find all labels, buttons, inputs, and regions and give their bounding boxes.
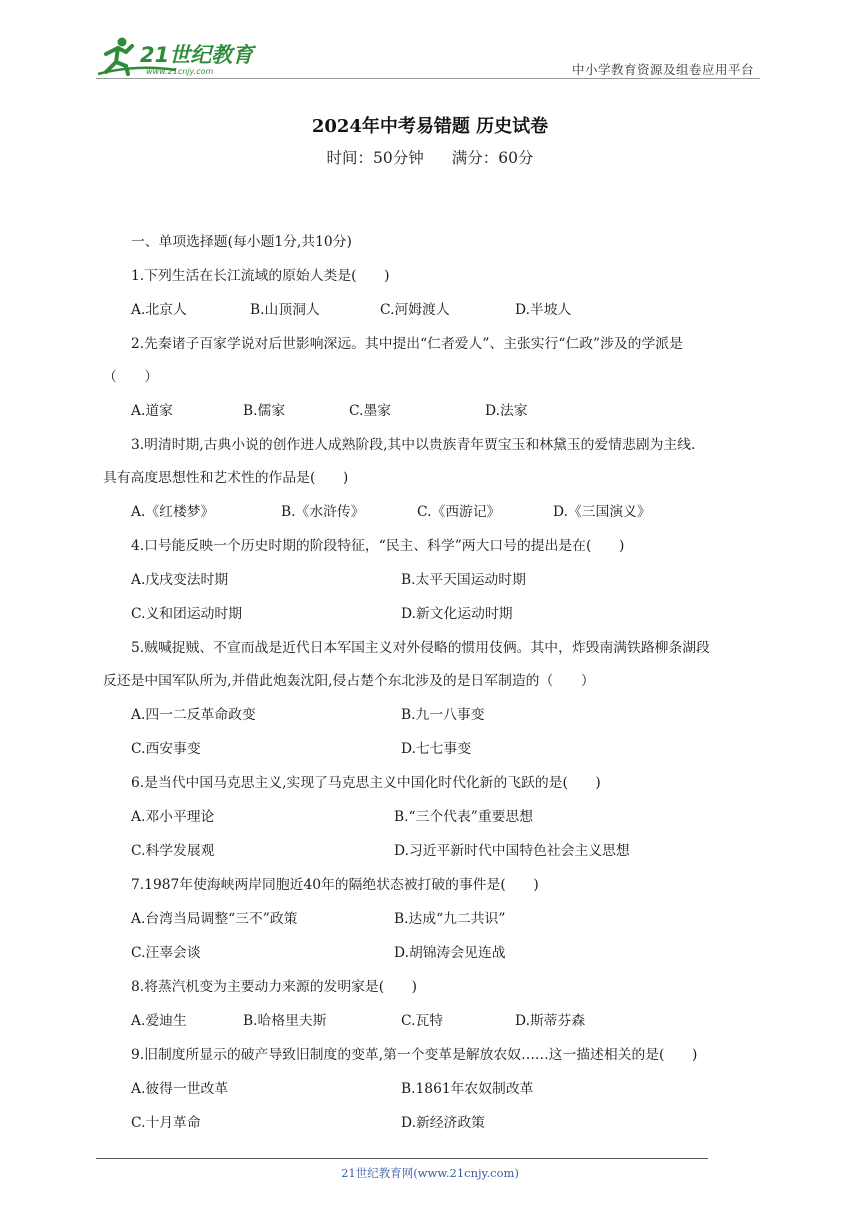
- question-stem: 反还是中国军队所为,并借此炮轰沈阳,侵占楚个东北涉及的是日军制造的（ ）: [103, 673, 595, 689]
- option: D.胡锦涛会见连战: [394, 945, 506, 961]
- svg-text:21世纪教育: 21世纪教育: [140, 43, 254, 67]
- question-stem: 8.将蒸汽机变为主要动力来源的发明家是( ): [131, 979, 418, 995]
- option: A.戊戌变法时期: [131, 572, 229, 588]
- option: C.义和团运动时期: [131, 606, 243, 622]
- exam-subtitle: [0, 146, 860, 168]
- question-stem: 6.是当代中国马克思主义,实现了马克思主义中国化时代化新的飞跃的是( ): [131, 775, 601, 791]
- option: B.儒家: [243, 403, 286, 419]
- option: D.半坡人: [515, 302, 572, 318]
- header-divider: [96, 78, 760, 79]
- question-stem: 2.先秦诸子百家学说对后世影响深远。其中提出“仁者爱人”、主张实行“仁政”涉及的学派是: [131, 336, 683, 352]
- option: C.《西游记》: [417, 504, 501, 520]
- option: B.哈格里夫斯: [243, 1013, 327, 1029]
- option: D.新文化运动时期: [401, 606, 513, 622]
- option: B.山顶洞人: [250, 302, 320, 318]
- footer-divider: [96, 1158, 708, 1159]
- option: C.汪辜会谈: [131, 945, 201, 961]
- option: C.西安事变: [131, 741, 201, 757]
- option: C.河姆渡人: [380, 302, 450, 318]
- option: D.《三国演义》: [553, 504, 651, 520]
- option: A.四一二反革命政变: [131, 707, 256, 723]
- option: C.十月革命: [131, 1115, 201, 1131]
- question-stem: 7.1987年使海峡两岸同胞近40年的隔绝状态被打破的事件是( ): [131, 877, 539, 893]
- option: D.新经济政策: [401, 1115, 485, 1131]
- option: A.邓小平理论: [131, 809, 215, 825]
- section-heading: 一、单项选择题(每小题1分,共10分): [131, 234, 352, 250]
- question-stem: 具有高度思想性和艺术性的作品是( ): [103, 470, 349, 486]
- option: A.彼得一世改革: [131, 1081, 229, 1097]
- exam-score: 满分：60分: [451, 149, 534, 167]
- option: B.“三个代表”重要思想: [394, 809, 534, 825]
- option: D.法家: [485, 403, 528, 419]
- option: B.《水浒传》: [281, 504, 365, 520]
- question-stem: 9.旧制度所显示的破产导致旧制度的变革,第一个变革是解放农奴……这一描述相关的是( ): [131, 1047, 698, 1063]
- option: D.习近平新时代中国特色社会主义思想: [394, 843, 630, 859]
- exam-title: 2024年中考易错题 历史试卷: [311, 116, 549, 137]
- platform-name: 中小学教育资源及组卷应用平台: [571, 62, 754, 77]
- question-stem: 4.口号能反映一个历史时期的阶段特征，“民主、科学”两大口号的提出是在( ): [131, 538, 625, 554]
- option: C.墨家: [349, 403, 392, 419]
- option: B.九一八事变: [401, 707, 485, 723]
- option: A.《红楼梦》: [131, 504, 215, 520]
- question-stem: 5.贼喊捉贼、不宣而战是近代日本军国主义对外侵略的惯用伎俩。其中，炸毁南满铁路柳条湖段: [131, 640, 710, 656]
- exam-time: 时间：50分钟: [326, 149, 424, 167]
- option: D.斯蒂芬森: [515, 1013, 586, 1029]
- page-header: [96, 34, 760, 80]
- option: C.瓦特: [401, 1013, 444, 1029]
- question-stem: 3.明清时期,古典小说的创作进人成熟阶段,其中以贵族青年贾宝玉和林黛玉的爱情悲剧为主线.: [131, 437, 696, 453]
- option: A.道家: [131, 403, 173, 419]
- option: A.爱迪生: [131, 1013, 187, 1029]
- question-stem: （ ）: [103, 369, 159, 385]
- option: B.太平天国运动时期: [401, 572, 526, 588]
- option: A.北京人: [131, 302, 187, 318]
- option: B.达成“九二共识”: [394, 911, 506, 927]
- footer-text: 21世纪教育网(www.21cnjy.com): [341, 1166, 519, 1180]
- option: D.七七事变: [401, 741, 472, 757]
- option: C.科学发展观: [131, 843, 215, 859]
- option: B.1861年农奴制改革: [401, 1081, 534, 1097]
- question-stem: 1.下列生活在长江流域的原始人类是( ): [131, 268, 390, 284]
- logo-runner-icon: [96, 34, 266, 78]
- logo: [96, 34, 266, 78]
- svg-text:www.21cnjy.com: www.21cnjy.com: [146, 67, 214, 76]
- option: A.台湾当局调整“三不”政策: [131, 911, 298, 927]
